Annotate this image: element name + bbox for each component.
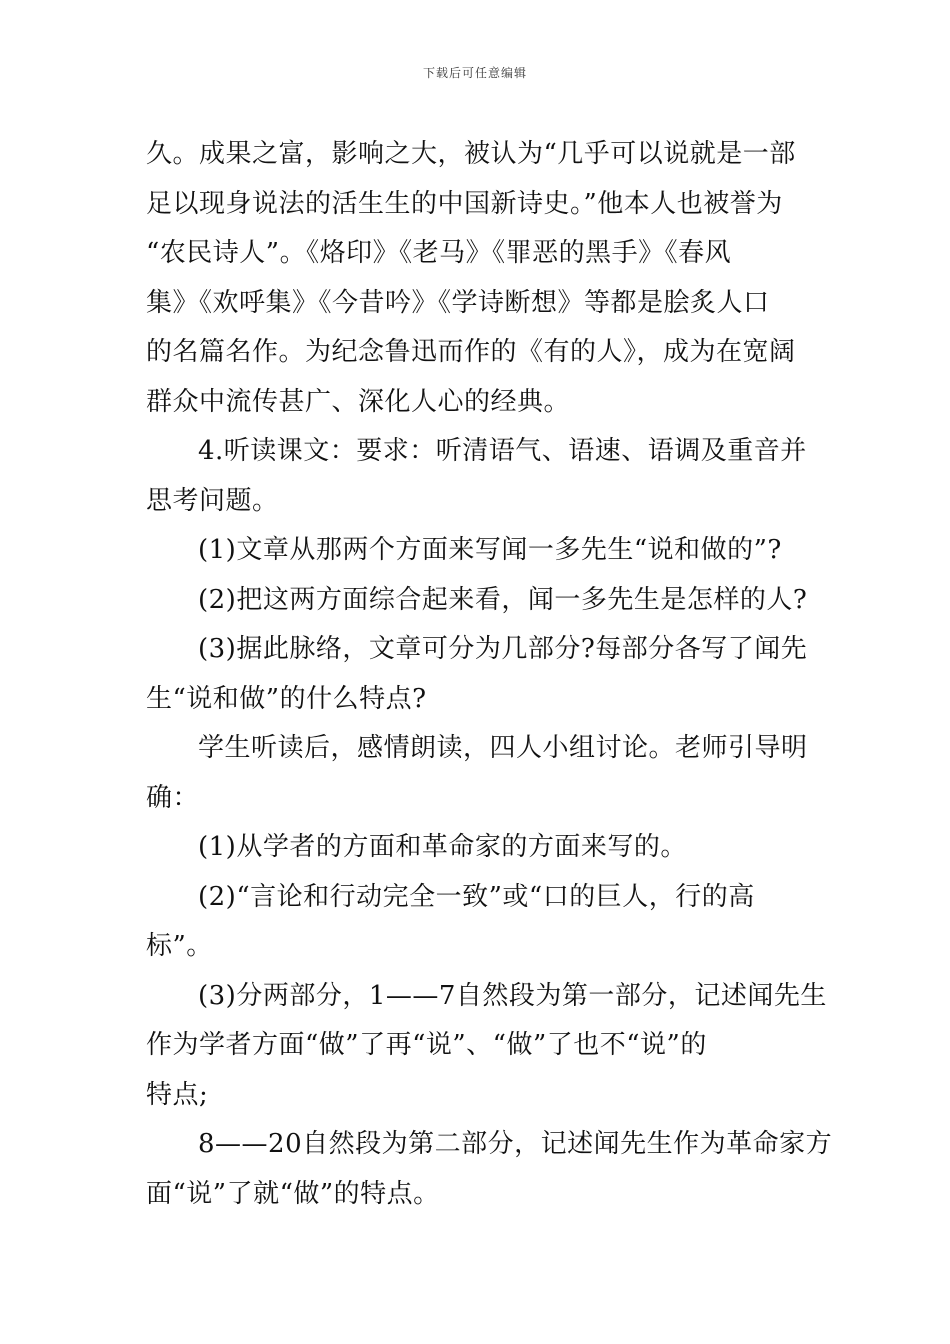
text-line: 群众中流传甚广、深化人心的经典。	[146, 386, 571, 417]
text-line: 思考问题。	[146, 485, 279, 516]
text-line: (2)“言论和行动完全一致”或“口的巨人，行的高	[198, 881, 755, 912]
text-line: 集》《欢呼集》《今昔吟》《学诗断想》等都是脍炙人口	[146, 287, 770, 318]
text-line: 学生听读后，感情朗读，四人小组讨论。老师引导明	[198, 733, 808, 763]
text-line: 面“说”了就“做”的特点。	[146, 1178, 440, 1209]
text-line: 标”。	[146, 931, 213, 961]
text-line: (3)据此脉络，文章可分为几部分?每部分各写了闻先	[198, 634, 808, 664]
text-line: 生“说和做”的什么特点?	[146, 683, 427, 714]
text-line: (3)分两部分，1——7自然段为第一部分，记述闻先生	[198, 980, 827, 1011]
text-line: 足以现身说法的活生生的中国新诗史。”他本人也被誉为	[146, 188, 783, 219]
text-line: 8——20自然段为第二部分，记述闻先生作为革命家方	[198, 1129, 833, 1159]
document-body	[146, 130, 833, 1219]
text-line: 特点;	[146, 1079, 209, 1110]
text-line: (1)文章从那两个方面来写闻一多先生“说和做的”?	[198, 535, 782, 565]
text-line: 久。成果之富，影响之大，被认为“几乎可以说就是一部	[146, 139, 796, 169]
text-line: “农民诗人”。《烙印》《老马》《罪恶的黑手》《春风	[146, 238, 732, 268]
text-line: (2)把这两方面综合起来看，闻一多先生是怎样的人?	[198, 584, 808, 615]
text-line: 作为学者方面“做”了再“说”、“做”了也不“说”的	[146, 1030, 707, 1060]
page-header: 下载后可任意编辑	[422, 66, 527, 80]
text-line: 确：	[146, 782, 200, 813]
text-line: (1)从学者的方面和革命家的方面来写的。	[198, 832, 687, 862]
text-line: 4.听读课文：要求：听清语气、语速、语调及重音并	[198, 436, 807, 466]
text-line: 的名篇名作。为纪念鲁迅而作的《有的人》，成为在宽阔	[146, 337, 796, 367]
